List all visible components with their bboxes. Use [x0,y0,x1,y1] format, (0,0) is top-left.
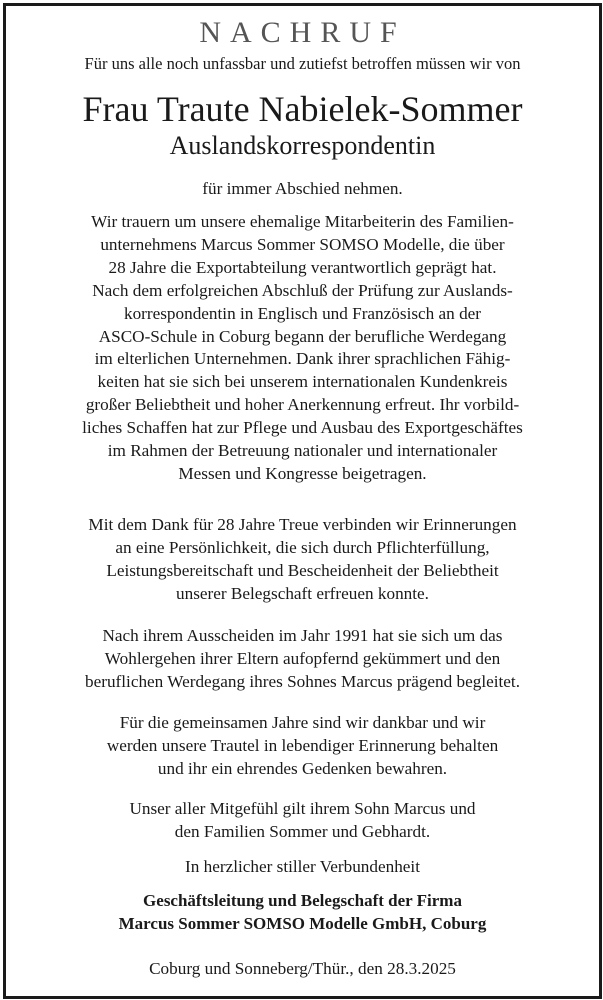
text-line: Wohlergehen ihrer Eltern aufopfernd gekümmert und den [104,648,501,668]
signature-line: Marcus Sommer SOMSO Modelle GmbH, Coburg [118,913,487,933]
text-line: an eine Persönlichkeit, die sich durch Pflichterfüllung, [115,537,490,557]
text-line: unserer Belegschaft erfreuen konnte. [176,583,429,603]
text-line: im elterlichen Unternehmen. Dank ihrer sprachlichen Fähig- [94,349,511,369]
text-line: Leistungsbereitschaft und Bescheidenheit der Beliebtheit [106,560,499,580]
text-line: unternehmens Marcus Sommer SOMSO Modelle, die über [100,234,505,254]
deceased-role: Auslandskorrespondentin [169,131,436,160]
text-line: Nach ihrem Ausscheiden im Jahr 1991 hat sie sich um das [102,626,503,645]
closing-text: In herzlicher stiller Verbundenheit [185,857,420,876]
signature-line: Geschäftsleitung und Belegschaft der Firma [143,891,462,910]
text-line: korrespondentin in Englisch und Französisch an der [123,303,482,323]
text-line: beruflichen Werdegang ihres Sohnes Marcus prägend begleitet. [85,671,520,691]
deceased-name: Frau Traute Nabielek-Sommer [82,89,523,129]
text-line: keiten hat sie sich bei unserem internationalen Kundenkreis [97,372,508,392]
text-line: und ihr ein ehrendes Gedenken bewahren. [157,758,448,778]
paragraph-career [6,211,599,486]
farewell-text: für immer Abschied nehmen. [202,179,403,198]
text-line: Für die gemeinsamen Jahre sind wir dankbar und wir [119,713,486,732]
text-line: großer Beliebtheit und hoher Anerkennung erfreut. Ihr vorbild- [85,395,520,415]
text-line: den Familien Sommer und Gebhardt. [174,821,431,841]
paragraph-condolence [6,798,599,844]
signature [6,890,599,935]
paragraph-remembrance [6,712,599,781]
text-line: 28 Jahre die Exportabteilung verantwortlich geprägt hat. [108,257,497,277]
text-line: Wir trauern um unsere ehemalige Mitarbeiterin des Familien- [91,212,514,231]
text-line: im Rahmen der Betreuung nationaler und internationaler [107,441,498,461]
obituary-heading: NACHRUF [199,16,406,49]
text-line: Nach dem erfolgreichen Abschluß der Prüfung zur Auslands- [92,280,513,300]
paragraph-retirement [6,625,599,694]
intro-text: Für uns alle noch unfassbar und zutiefst betroffen müssen wir von [84,54,521,73]
place-date: Coburg und Sonneberg/Thür., den 28.3.2025 [149,959,456,978]
text-line: werden unsere Trautel in lebendiger Erinnerung behalten [106,735,499,755]
text-line: Unser aller Mitgefühl gilt ihrem Sohn Marcus und [129,799,476,818]
paragraph-gratitude [6,514,599,606]
text-line: liches Schaffen hat zur Pflege und Ausbau des Exportgeschäftes [82,418,523,438]
text-line: ASCO-Schule in Coburg begann der berufliche Werdegang [98,326,507,346]
text-line: Messen und Kongresse beigetragen. [178,463,427,483]
text-line: Mit dem Dank für 28 Jahre Treue verbinden wir Erinnerungen [88,515,517,534]
